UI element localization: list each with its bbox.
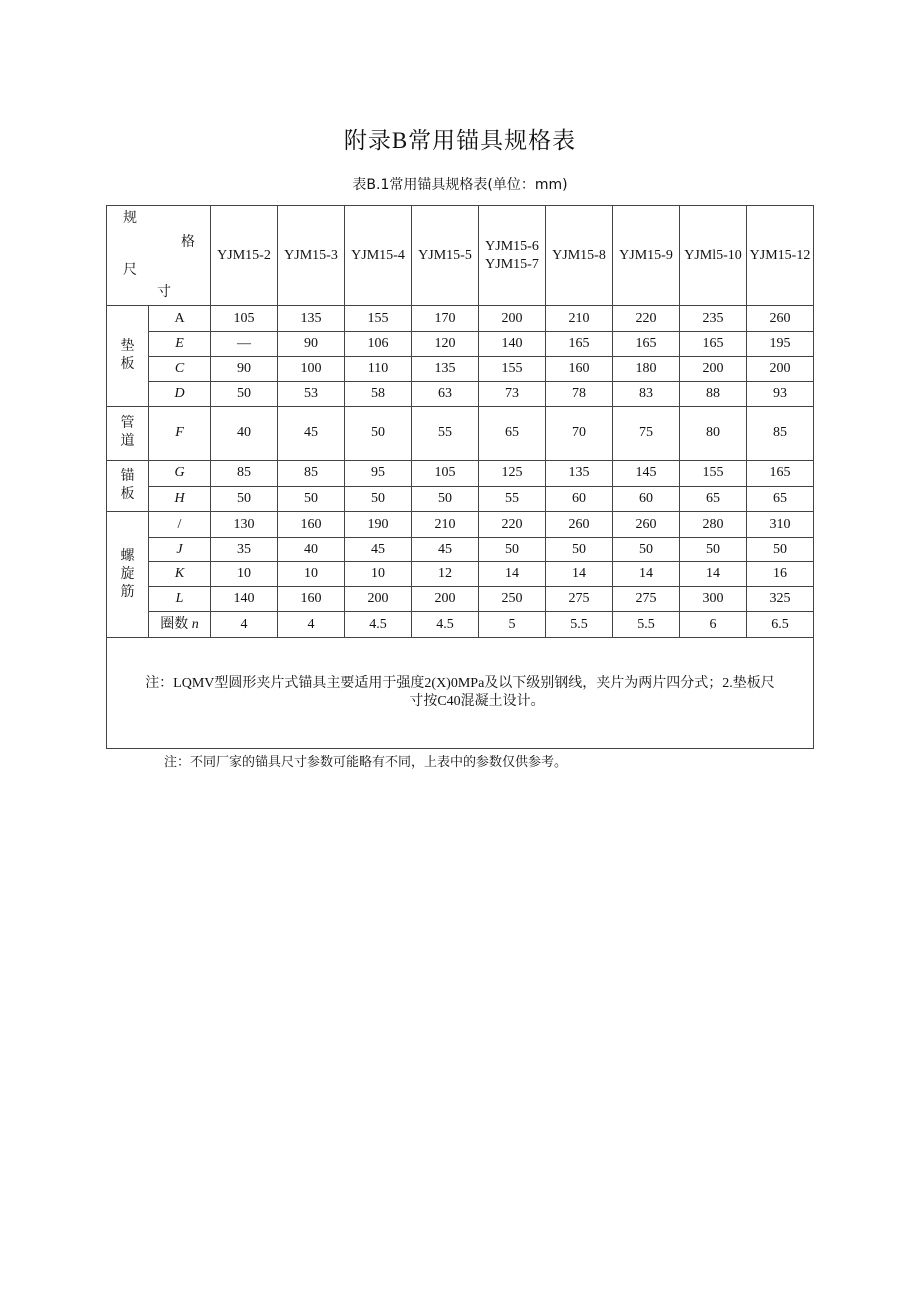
footnote: 注：不同厂家的锚具尺寸参数可能略有不同，上表中的参数仅供参考。 bbox=[164, 755, 568, 770]
dimension-label: 圈数 n bbox=[149, 612, 211, 638]
value-cell: 78 bbox=[546, 381, 613, 406]
value-cell: 55 bbox=[412, 406, 479, 460]
value-cell: 4 bbox=[211, 612, 278, 638]
value-cell: 50 bbox=[680, 538, 747, 562]
value-cell: 55 bbox=[479, 486, 546, 511]
table-row bbox=[107, 587, 814, 612]
value-cell: 200 bbox=[345, 587, 412, 612]
table-row bbox=[107, 512, 814, 538]
value-cell: 145 bbox=[613, 460, 680, 486]
value-cell: 300 bbox=[680, 587, 747, 612]
corner-char: 寸 bbox=[157, 285, 171, 300]
value-cell: 90 bbox=[211, 356, 278, 381]
value-cell: 85 bbox=[278, 460, 345, 486]
model-header: YJM15-2 bbox=[211, 206, 278, 306]
value-cell: 195 bbox=[747, 332, 814, 356]
value-cell: 40 bbox=[211, 406, 278, 460]
value-cell: 50 bbox=[211, 381, 278, 406]
value-cell: 4.5 bbox=[412, 612, 479, 638]
value-cell: 135 bbox=[412, 356, 479, 381]
model-header: YJM15-9 bbox=[613, 206, 680, 306]
value-cell: 125 bbox=[479, 460, 546, 486]
dimension-label: G bbox=[149, 460, 211, 486]
model-header: YJMl5-10 bbox=[680, 206, 747, 306]
value-cell: 63 bbox=[412, 381, 479, 406]
value-cell: 75 bbox=[613, 406, 680, 460]
value-cell: 50 bbox=[613, 538, 680, 562]
value-cell: 12 bbox=[412, 562, 479, 587]
value-cell: 135 bbox=[278, 306, 345, 332]
value-cell: 260 bbox=[613, 512, 680, 538]
value-cell: 106 bbox=[345, 332, 412, 356]
value-cell: 58 bbox=[345, 381, 412, 406]
table-row bbox=[107, 332, 814, 356]
value-cell: 110 bbox=[345, 356, 412, 381]
value-cell: 65 bbox=[747, 486, 814, 511]
value-cell: 60 bbox=[546, 486, 613, 511]
value-cell: 100 bbox=[278, 356, 345, 381]
value-cell: 50 bbox=[278, 486, 345, 511]
table-note bbox=[107, 638, 814, 749]
dimension-label: C bbox=[149, 356, 211, 381]
value-cell: 50 bbox=[747, 538, 814, 562]
dimension-label: E bbox=[149, 332, 211, 356]
value-cell: 50 bbox=[345, 406, 412, 460]
value-cell: 140 bbox=[211, 587, 278, 612]
value-cell: 93 bbox=[747, 381, 814, 406]
value-cell: 5 bbox=[479, 612, 546, 638]
dimension-label: H bbox=[149, 486, 211, 511]
value-cell: — bbox=[211, 332, 278, 356]
category-cell: 锚 板 bbox=[107, 460, 149, 511]
corner-cell bbox=[107, 206, 211, 306]
table-row bbox=[107, 306, 814, 332]
value-cell: 130 bbox=[211, 512, 278, 538]
model-header: YJM15-3 bbox=[278, 206, 345, 306]
value-cell: 325 bbox=[747, 587, 814, 612]
value-cell: 14 bbox=[546, 562, 613, 587]
corner-char: 格 bbox=[181, 235, 195, 250]
header-row bbox=[107, 206, 814, 306]
value-cell: 65 bbox=[479, 406, 546, 460]
model-header: YJM15-6 YJM15-7 bbox=[479, 206, 546, 306]
value-cell: 200 bbox=[747, 356, 814, 381]
value-cell: 220 bbox=[613, 306, 680, 332]
value-cell: 40 bbox=[278, 538, 345, 562]
value-cell: 140 bbox=[479, 332, 546, 356]
value-cell: 53 bbox=[278, 381, 345, 406]
category-cell: 螺 旋 筋 bbox=[107, 512, 149, 638]
value-cell: 310 bbox=[747, 512, 814, 538]
value-cell: 85 bbox=[211, 460, 278, 486]
value-cell: 155 bbox=[479, 356, 546, 381]
value-cell: 160 bbox=[278, 587, 345, 612]
table-row bbox=[107, 612, 814, 638]
value-cell: 10 bbox=[211, 562, 278, 587]
value-cell: 190 bbox=[345, 512, 412, 538]
model-header: YJM15-8 bbox=[546, 206, 613, 306]
corner-char: 规 bbox=[123, 211, 137, 226]
value-cell: 73 bbox=[479, 381, 546, 406]
value-cell: 50 bbox=[546, 538, 613, 562]
value-cell: 135 bbox=[546, 460, 613, 486]
value-cell: 50 bbox=[479, 538, 546, 562]
table-row bbox=[107, 381, 814, 406]
anchor-spec-table bbox=[106, 205, 814, 749]
note-line: 注：LQMV型圆形夹片式锚具主要适用于强度2(X)0MPa及以下级别钢线，夹片为两片四分式；2.垫板尺 bbox=[145, 676, 775, 692]
model-header: YJM15-4 bbox=[345, 206, 412, 306]
value-cell: 5.5 bbox=[613, 612, 680, 638]
value-cell: 210 bbox=[546, 306, 613, 332]
value-cell: 260 bbox=[546, 512, 613, 538]
value-cell: 155 bbox=[680, 460, 747, 486]
value-cell: 105 bbox=[412, 460, 479, 486]
table-row bbox=[107, 406, 814, 460]
value-cell: 235 bbox=[680, 306, 747, 332]
value-cell: 180 bbox=[613, 356, 680, 381]
value-cell: 50 bbox=[211, 486, 278, 511]
value-cell: 260 bbox=[747, 306, 814, 332]
corner-char: 尺 bbox=[123, 263, 137, 278]
table-row bbox=[107, 356, 814, 381]
value-cell: 45 bbox=[278, 406, 345, 460]
value-cell: 70 bbox=[546, 406, 613, 460]
value-cell: 14 bbox=[479, 562, 546, 587]
value-cell: 280 bbox=[680, 512, 747, 538]
value-cell: 80 bbox=[680, 406, 747, 460]
value-cell: 95 bbox=[345, 460, 412, 486]
page-title: 附录B常用锚具规格表 bbox=[343, 128, 577, 153]
value-cell: 200 bbox=[479, 306, 546, 332]
value-cell: 14 bbox=[680, 562, 747, 587]
value-cell: 170 bbox=[412, 306, 479, 332]
note-row bbox=[107, 638, 814, 749]
table-row bbox=[107, 562, 814, 587]
value-cell: 210 bbox=[412, 512, 479, 538]
value-cell: 16 bbox=[747, 562, 814, 587]
value-cell: 200 bbox=[680, 356, 747, 381]
table-row bbox=[107, 538, 814, 562]
dimension-label: L bbox=[149, 587, 211, 612]
category-cell: 管 道 bbox=[107, 406, 149, 460]
value-cell: 4 bbox=[278, 612, 345, 638]
model-header: YJM15-12 bbox=[747, 206, 814, 306]
value-cell: 6.5 bbox=[747, 612, 814, 638]
dimension-label: D bbox=[149, 381, 211, 406]
value-cell: 85 bbox=[747, 406, 814, 460]
value-cell: 165 bbox=[613, 332, 680, 356]
value-cell: 220 bbox=[479, 512, 546, 538]
value-cell: 45 bbox=[345, 538, 412, 562]
value-cell: 60 bbox=[613, 486, 680, 511]
value-cell: 14 bbox=[613, 562, 680, 587]
table-row bbox=[107, 460, 814, 486]
value-cell: 200 bbox=[412, 587, 479, 612]
value-cell: 65 bbox=[680, 486, 747, 511]
model-header: YJM15-5 bbox=[412, 206, 479, 306]
value-cell: 10 bbox=[278, 562, 345, 587]
value-cell: 120 bbox=[412, 332, 479, 356]
value-cell: 50 bbox=[412, 486, 479, 511]
value-cell: 160 bbox=[278, 512, 345, 538]
value-cell: 88 bbox=[680, 381, 747, 406]
note-line: 寸按C40混凝土设计。 bbox=[409, 694, 545, 710]
value-cell: 45 bbox=[412, 538, 479, 562]
value-cell: 165 bbox=[680, 332, 747, 356]
table-row bbox=[107, 486, 814, 511]
value-cell: 165 bbox=[546, 332, 613, 356]
value-cell: 50 bbox=[345, 486, 412, 511]
dimension-label: A bbox=[149, 306, 211, 332]
value-cell: 105 bbox=[211, 306, 278, 332]
value-cell: 90 bbox=[278, 332, 345, 356]
dimension-label: F bbox=[149, 406, 211, 460]
value-cell: 165 bbox=[747, 460, 814, 486]
value-cell: 275 bbox=[546, 587, 613, 612]
value-cell: 250 bbox=[479, 587, 546, 612]
category-cell: 垫 板 bbox=[107, 306, 149, 406]
value-cell: 83 bbox=[613, 381, 680, 406]
value-cell: 155 bbox=[345, 306, 412, 332]
value-cell: 275 bbox=[613, 587, 680, 612]
table-caption: 表B.1常用锚具规格表(单位：mm) bbox=[352, 177, 568, 193]
value-cell: 4.5 bbox=[345, 612, 412, 638]
value-cell: 5.5 bbox=[546, 612, 613, 638]
value-cell: 160 bbox=[546, 356, 613, 381]
dimension-label: / bbox=[149, 512, 211, 538]
dimension-label: K bbox=[149, 562, 211, 587]
dimension-label: J bbox=[149, 538, 211, 562]
value-cell: 35 bbox=[211, 538, 278, 562]
value-cell: 6 bbox=[680, 612, 747, 638]
value-cell: 10 bbox=[345, 562, 412, 587]
